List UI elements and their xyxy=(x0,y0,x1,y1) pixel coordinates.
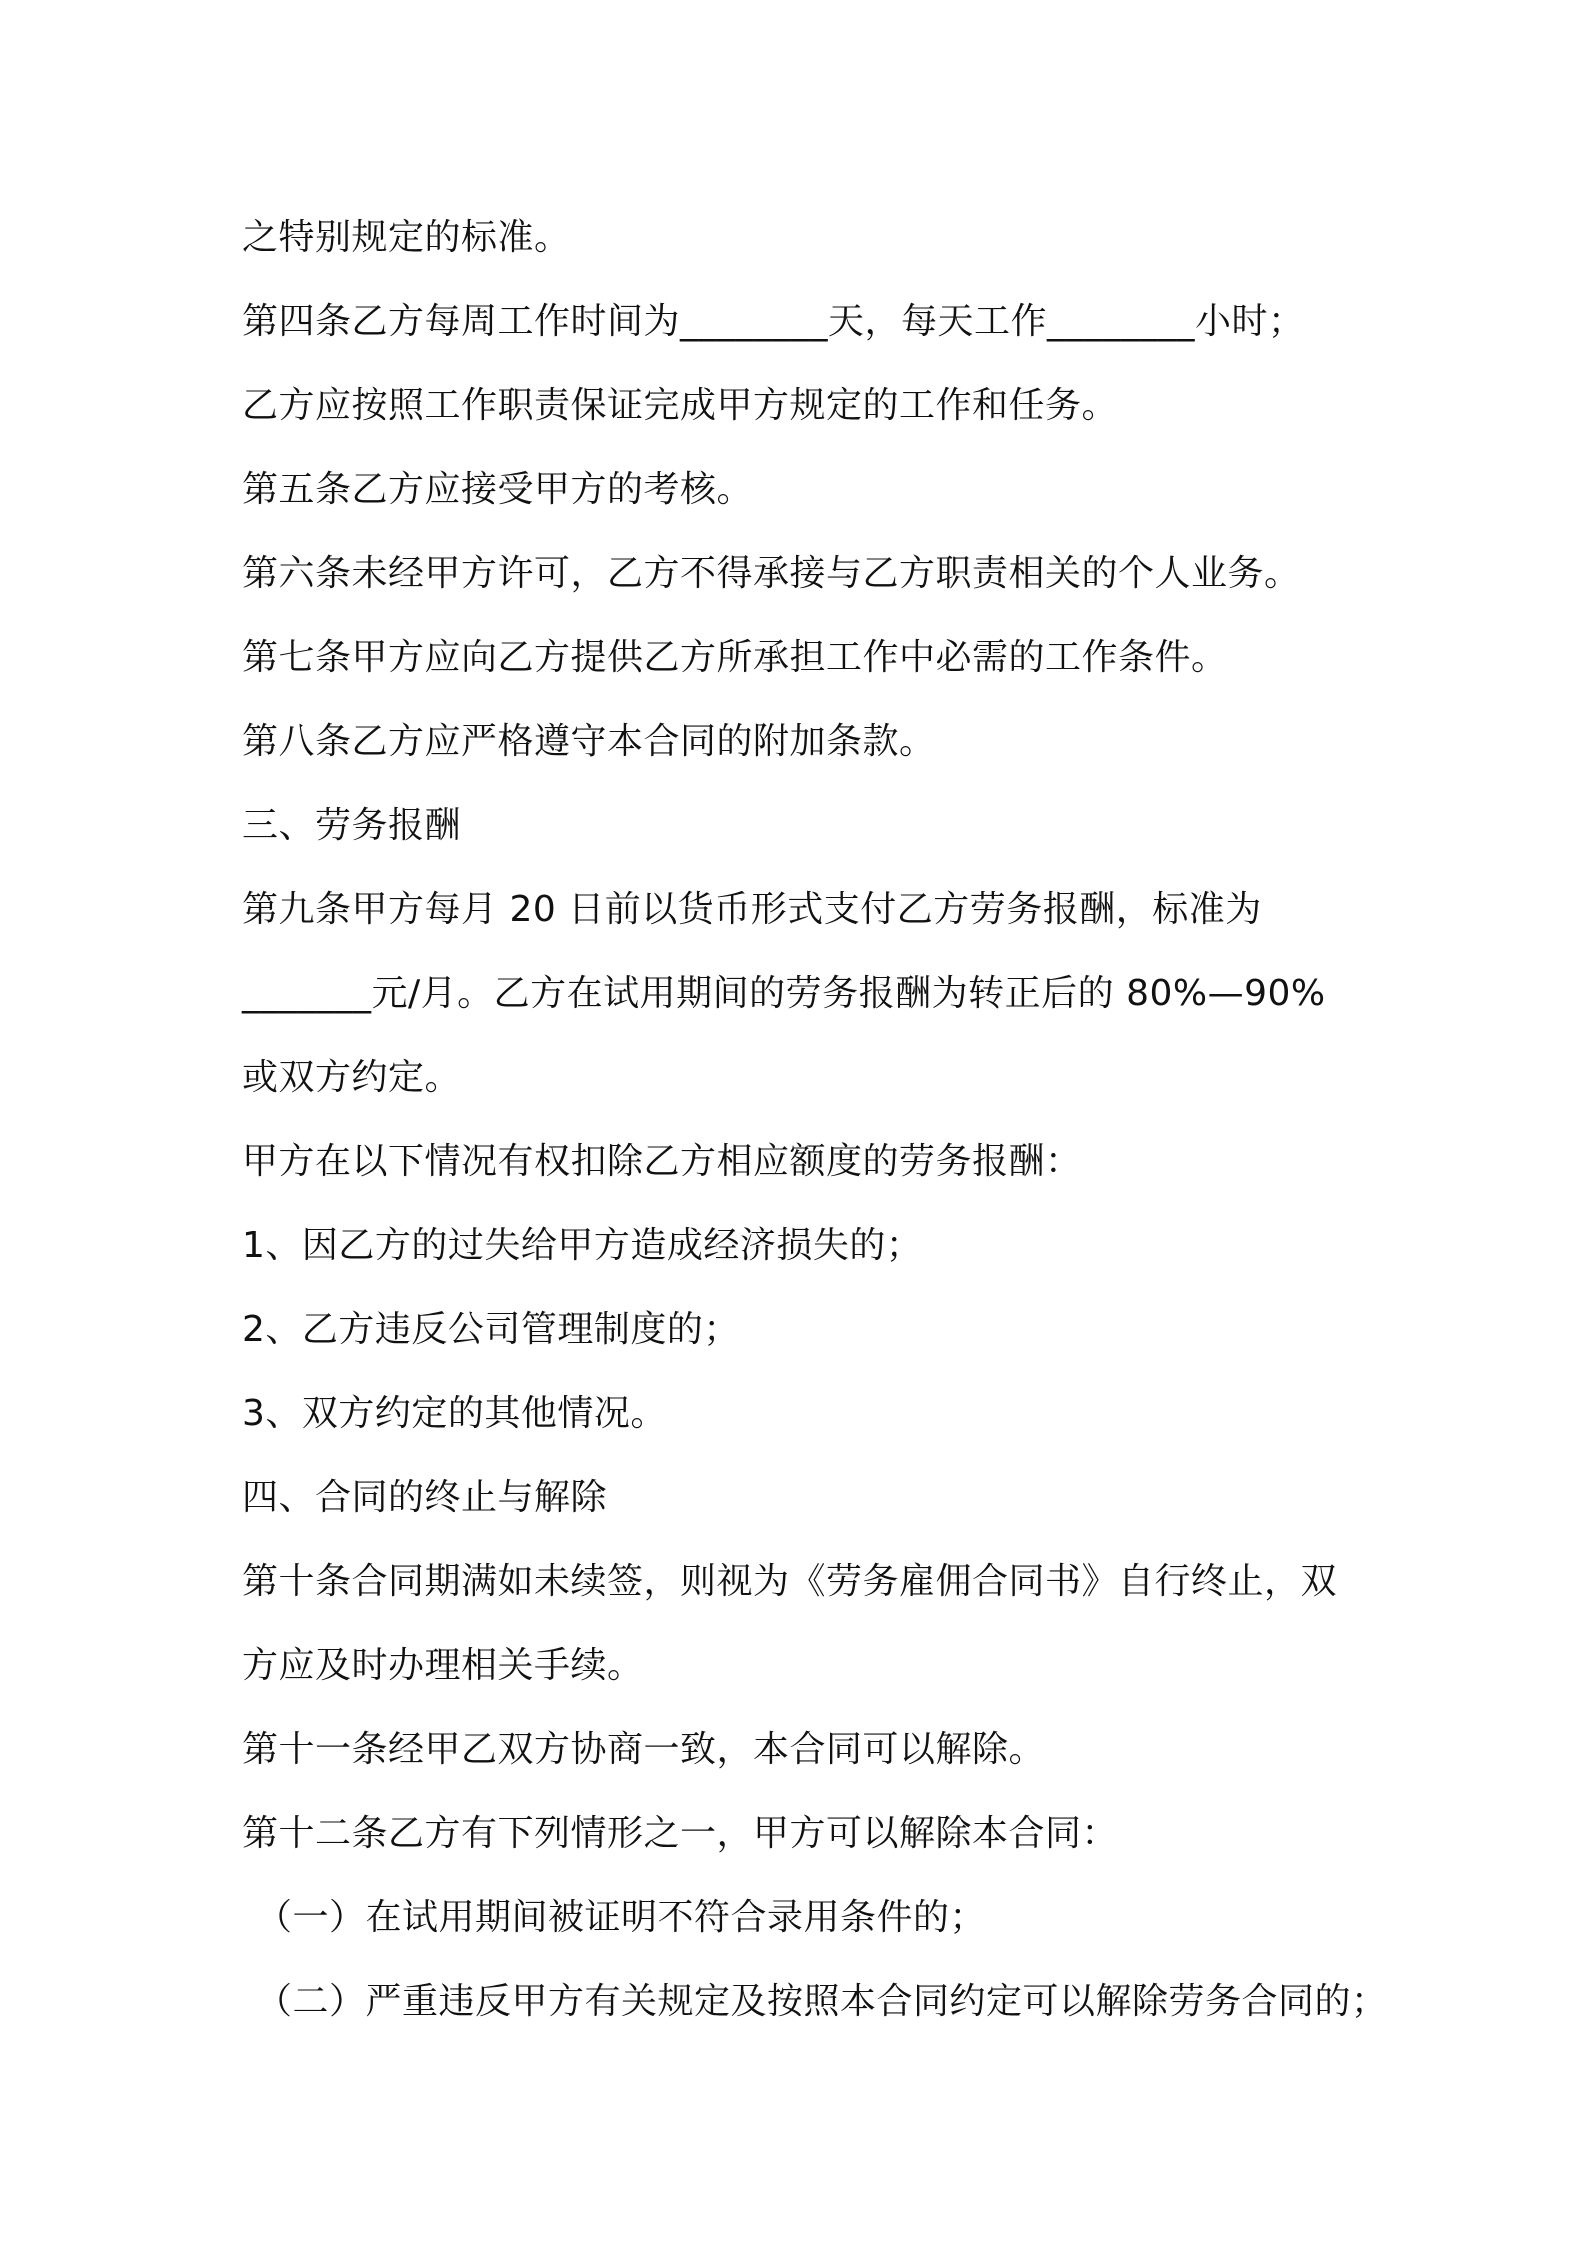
article-5-line: 第五条乙方应接受甲方的考核。 xyxy=(242,469,754,510)
section-heading: 三、劳务报酬 xyxy=(242,805,462,846)
article-9-line: 第九条甲方每月 20 日前以货币形式支付乙方劳务报酬，标准为 xyxy=(242,889,1262,930)
article-8-line: 第八条乙方应严格遵守本合同的附加条款。 xyxy=(242,721,936,762)
list-item: （一）在试用期间被证明不符合录用条件的； xyxy=(256,1897,987,1938)
document-body xyxy=(242,196,1388,2044)
list-item: （二）严重违反甲方有关规定及按照本合同约定可以解除劳务合同的； xyxy=(256,1981,1388,2022)
text-line: _______元/月。乙方在试用期间的劳务报酬为转正后的 80%—90% xyxy=(242,973,1326,1014)
text-line: 之特别规定的标准。 xyxy=(242,217,571,258)
article-11-line: 第十一条经甲乙双方协商一致，本合同可以解除。 xyxy=(242,1729,1046,1770)
text-line: 方应及时办理相关手续。 xyxy=(242,1645,644,1686)
list-item: 1、因乙方的过失给甲方造成经济损失的； xyxy=(242,1225,923,1266)
list-item: 3、双方约定的其他情况。 xyxy=(242,1393,667,1434)
list-item: 2、乙方违反公司管理制度的； xyxy=(242,1309,740,1350)
article-10-line: 第十条合同期满如未续签，则视为《劳务雇佣合同书》自行终止，双 xyxy=(242,1561,1338,1602)
text-line: 或双方约定。 xyxy=(242,1057,462,1098)
article-6-line: 第六条未经甲方许可，乙方不得承接与乙方职责相关的个人业务。 xyxy=(242,553,1301,594)
article-12-line: 第十二条乙方有下列情形之一，甲方可以解除本合同： xyxy=(242,1813,1119,1854)
section-heading: 四、合同的终止与解除 xyxy=(242,1477,608,1518)
article-7-line: 第七条甲方应向乙方提供乙方所承担工作中必需的工作条件。 xyxy=(242,637,1228,678)
article-4-line: 第四条乙方每周工作时间为________天，每天工作________小时； xyxy=(242,301,1305,342)
text-line: 乙方应按照工作职责保证完成甲方规定的工作和任务。 xyxy=(242,385,1119,426)
text-line: 甲方在以下情况有权扣除乙方相应额度的劳务报酬： xyxy=(242,1141,1082,1182)
